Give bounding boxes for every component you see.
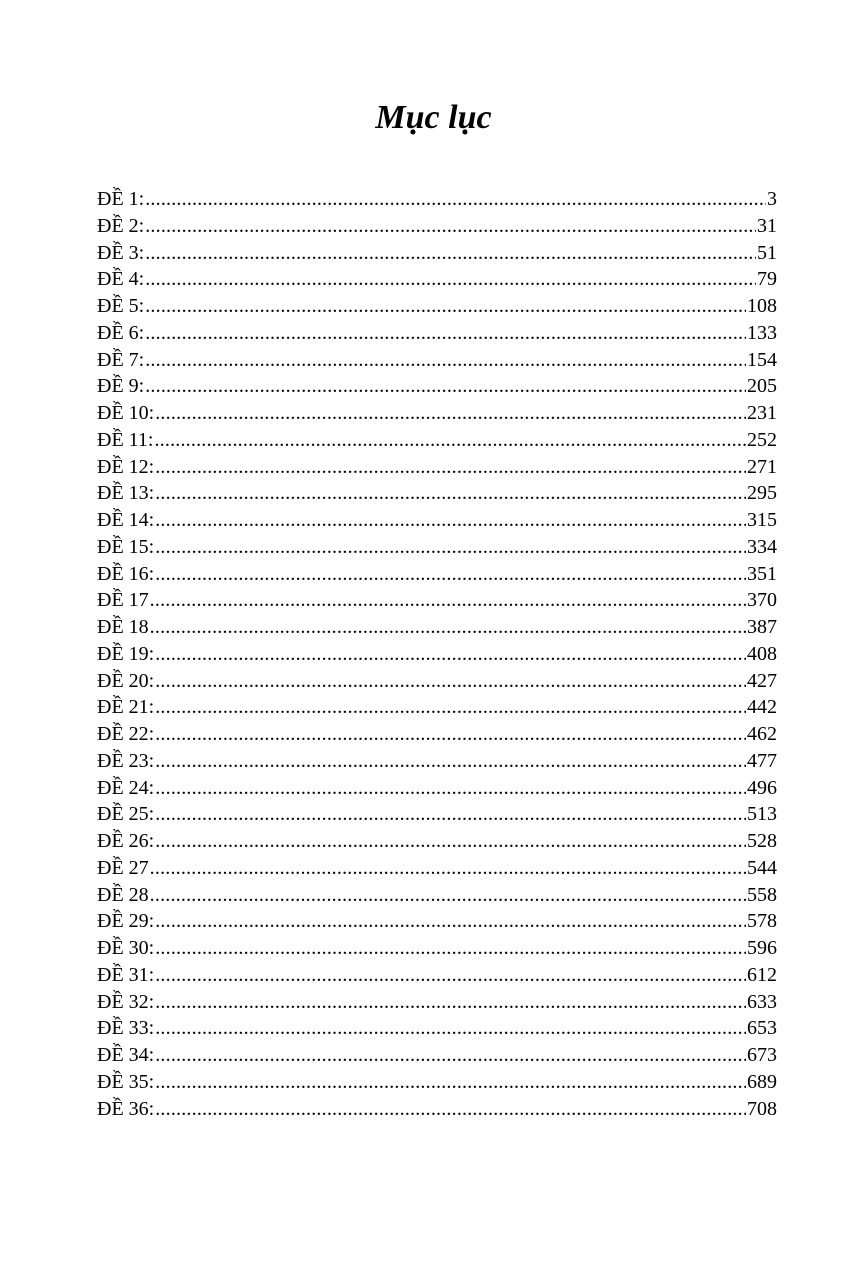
toc-dot-leader [155, 775, 746, 802]
toc-entry-page-number: 528 [747, 830, 777, 852]
toc-entry-page-number: 578 [747, 910, 777, 933]
toc-dot-leader [145, 293, 746, 320]
toc-entry[interactable] [97, 641, 777, 668]
toc-entry-page-number: 513 [747, 803, 777, 826]
toc-entry-label: ĐỀ 18 [97, 616, 149, 638]
toc-entry-label: ĐỀ 31: [97, 963, 155, 986]
toc-dot-leader [155, 1015, 746, 1042]
toc-entry-page-number: 295 [747, 482, 777, 505]
toc-entry-label: ĐỀ 14: [97, 509, 155, 531]
table-of-contents [97, 186, 777, 1122]
toc-dot-leader [155, 400, 746, 427]
toc-entry-label: ĐỀ 26: [97, 830, 155, 852]
toc-entry-page-number: 51 [757, 241, 777, 264]
toc-dot-leader [145, 347, 746, 374]
toc-entry-label: ĐỀ 20: [97, 669, 155, 692]
toc-entry-page-number: 231 [747, 402, 777, 424]
toc-entry-page-number: 351 [747, 562, 777, 585]
toc-entry[interactable] [97, 373, 777, 400]
toc-entry-page-number: 596 [747, 937, 777, 959]
toc-entry[interactable] [97, 748, 777, 775]
toc-entry-page-number: 271 [747, 455, 777, 478]
toc-entry[interactable] [97, 186, 777, 213]
toc-entry-page-number: 3 [767, 188, 777, 210]
toc-dot-leader [155, 935, 746, 962]
toc-entry[interactable] [97, 213, 777, 240]
toc-dot-leader [150, 882, 746, 909]
toc-entry-label: ĐỀ 28 [97, 883, 149, 906]
toc-dot-leader [145, 240, 756, 267]
toc-entry[interactable] [97, 320, 777, 347]
toc-entry-label: ĐỀ 12: [97, 455, 155, 478]
toc-entry-page-number: 427 [747, 669, 777, 692]
toc-entry-page-number: 252 [747, 428, 777, 451]
toc-entry-page-number: 558 [747, 883, 777, 906]
toc-entry-page-number: 442 [747, 696, 777, 719]
toc-dot-leader [155, 694, 746, 721]
toc-entry-label: ĐỀ 4: [97, 268, 145, 291]
toc-dot-leader [155, 480, 746, 507]
toc-entry-page-number: 612 [747, 963, 777, 986]
toc-entry-page-number: 689 [747, 1070, 777, 1093]
toc-entry[interactable] [97, 1096, 777, 1123]
toc-entry-label: ĐỀ 21: [97, 696, 155, 719]
toc-dot-leader [150, 587, 746, 614]
toc-entry[interactable] [97, 855, 777, 882]
toc-dot-leader [155, 828, 746, 855]
toc-entry[interactable] [97, 293, 777, 320]
toc-entry-page-number: 370 [747, 589, 777, 612]
page-title: Mục lục [375, 99, 492, 136]
toc-entry-page-number: 496 [747, 776, 777, 799]
toc-entry-label: ĐỀ 22: [97, 723, 155, 745]
toc-entry[interactable] [97, 882, 777, 909]
toc-entry[interactable] [97, 587, 777, 614]
toc-entry[interactable] [97, 1069, 777, 1096]
toc-entry-label: ĐỀ 3: [97, 241, 145, 264]
toc-entry-label: ĐỀ 9: [97, 375, 145, 398]
toc-entry[interactable] [97, 1042, 777, 1069]
toc-entry-label: ĐỀ 30: [97, 937, 155, 959]
toc-entry-label: ĐỀ 35: [97, 1070, 155, 1093]
toc-dot-leader [150, 614, 746, 641]
toc-entry[interactable] [97, 454, 777, 481]
toc-entry[interactable] [97, 668, 777, 695]
toc-entry[interactable] [97, 721, 777, 748]
toc-entry-page-number: 477 [747, 749, 777, 772]
toc-entry[interactable] [97, 240, 777, 267]
toc-entry-label: ĐỀ 2: [97, 214, 145, 237]
toc-entry-label: ĐỀ 7: [97, 348, 145, 371]
toc-entry-page-number: 334 [747, 535, 777, 558]
toc-entry-label: ĐỀ 34: [97, 1044, 155, 1066]
toc-dot-leader [145, 186, 766, 213]
toc-dot-leader [155, 534, 746, 561]
toc-entry-page-number: 154 [747, 348, 777, 371]
toc-dot-leader [154, 427, 746, 454]
toc-entry-label: ĐỀ 23: [97, 749, 155, 772]
toc-dot-leader [155, 561, 746, 588]
toc-dot-leader [155, 989, 746, 1016]
toc-entry-label: ĐỀ 10: [97, 402, 155, 424]
toc-entry[interactable] [97, 266, 777, 293]
toc-entry-page-number: 633 [747, 990, 777, 1013]
toc-dot-leader [155, 721, 746, 748]
toc-entry[interactable] [97, 480, 777, 507]
toc-entry-label: ĐỀ 24: [97, 776, 155, 799]
toc-entry[interactable] [97, 1015, 777, 1042]
toc-entry-label: ĐỀ 6: [97, 321, 145, 344]
toc-dot-leader [145, 266, 756, 293]
toc-entry-page-number: 653 [747, 1017, 777, 1040]
toc-entry-page-number: 108 [747, 295, 777, 317]
toc-entry-page-number: 315 [747, 509, 777, 531]
toc-entry-page-number: 133 [747, 321, 777, 344]
toc-dot-leader [155, 668, 746, 695]
toc-entry-page-number: 205 [747, 375, 777, 398]
toc-entry[interactable] [97, 347, 777, 374]
toc-dot-leader [145, 373, 746, 400]
toc-dot-leader [155, 908, 746, 935]
toc-entry-label: ĐỀ 11: [97, 428, 154, 451]
toc-entry[interactable] [97, 908, 777, 935]
toc-dot-leader [145, 320, 746, 347]
toc-entry-page-number: 408 [747, 642, 777, 665]
toc-dot-leader [155, 748, 746, 775]
toc-entry-page-number: 462 [747, 723, 777, 745]
toc-entry-page-number: 31 [757, 214, 777, 237]
toc-entry-page-number: 673 [747, 1044, 777, 1066]
toc-entry-page-number: 544 [747, 856, 777, 879]
toc-entry[interactable] [97, 989, 777, 1016]
toc-dot-leader [145, 213, 756, 240]
toc-dot-leader [155, 641, 746, 668]
toc-entry-page-number: 387 [747, 616, 777, 638]
toc-entry[interactable] [97, 400, 777, 427]
toc-entry-label: ĐỀ 1: [97, 188, 145, 210]
toc-dot-leader [150, 855, 746, 882]
toc-entry-page-number: 708 [747, 1097, 777, 1120]
toc-entry-label: ĐỀ 15: [97, 535, 155, 558]
toc-entry[interactable] [97, 801, 777, 828]
toc-entry-label: ĐỀ 32: [97, 990, 155, 1013]
toc-entry-label: ĐỀ 13: [97, 482, 155, 505]
toc-entry[interactable] [97, 427, 777, 454]
toc-dot-leader [155, 454, 746, 481]
toc-entry-label: ĐỀ 17 [97, 589, 149, 612]
toc-entry[interactable] [97, 775, 777, 802]
toc-entry-label: ĐỀ 25: [97, 803, 155, 826]
toc-entry-label: ĐỀ 36: [97, 1097, 155, 1120]
toc-dot-leader [155, 801, 746, 828]
toc-entry[interactable] [97, 962, 777, 989]
toc-entry-label: ĐỀ 5: [97, 295, 145, 317]
toc-entry[interactable] [97, 828, 777, 855]
toc-entry[interactable] [97, 507, 777, 534]
toc-entry[interactable] [97, 614, 777, 641]
toc-entry-label: ĐỀ 27 [97, 856, 149, 879]
toc-entry[interactable] [97, 694, 777, 721]
toc-entry[interactable] [97, 935, 777, 962]
toc-entry[interactable] [97, 561, 777, 588]
toc-entry-label: ĐỀ 16: [97, 562, 155, 585]
toc-entry-page-number: 79 [757, 268, 777, 291]
toc-dot-leader [155, 1096, 746, 1123]
toc-entry-label: ĐỀ 19: [97, 642, 155, 665]
toc-dot-leader [155, 507, 746, 534]
toc-dot-leader [155, 1042, 746, 1069]
toc-dot-leader [155, 1069, 746, 1096]
toc-entry[interactable] [97, 534, 777, 561]
toc-entry-label: ĐỀ 33: [97, 1017, 155, 1040]
toc-dot-leader [155, 962, 746, 989]
toc-entry-label: ĐỀ 29: [97, 910, 155, 933]
